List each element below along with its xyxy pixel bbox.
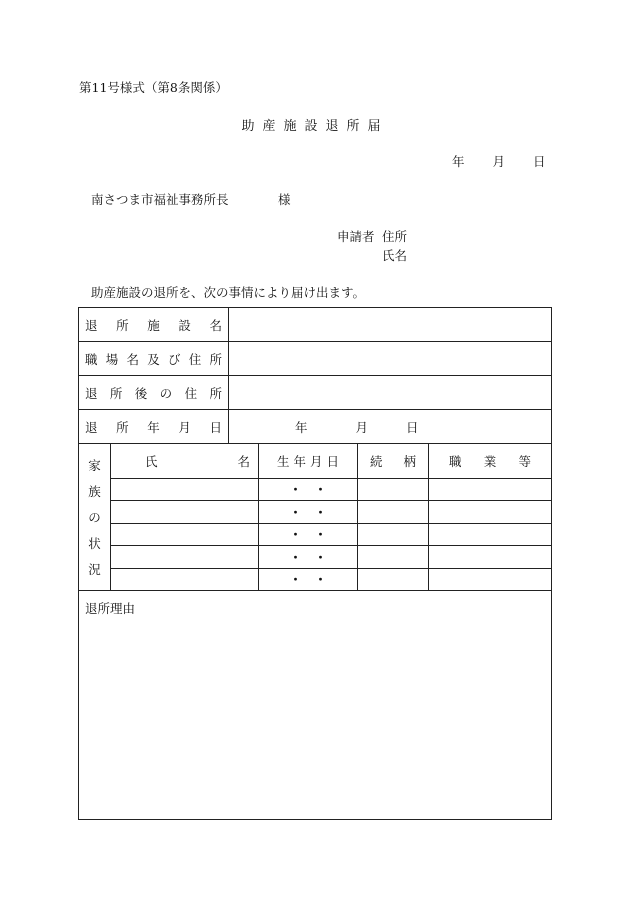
spread-label [145,452,250,470]
vertical-label [79,456,110,578]
label-char: 柄 [403,453,417,469]
intro-text: 助産施設の退所を、次の事情により届け出ます。 [91,285,366,300]
family-occupation-cell[interactable] [429,568,552,590]
label-char: 月 [178,419,191,435]
row-exit-date [79,410,552,444]
birthdate-dots: ・ ・ [289,504,327,520]
family-name-cell[interactable] [111,501,259,523]
label-char: 日 [209,419,223,435]
birthdate-dots: ・ ・ [289,549,327,565]
label-char: 退 [85,419,98,435]
spread-label [85,350,222,368]
spread-label [85,418,222,436]
applicant-label: 申請者 [337,229,375,244]
family-occupation-header [429,444,552,479]
exit-reason-field[interactable] [79,591,552,820]
label-char: 名 [209,317,223,333]
spread-label [85,384,222,402]
label-char: 退 [85,317,98,333]
exit-date-label [79,410,229,444]
applicant-name-label: 氏名 [382,248,408,263]
recipient-honorific: 様 [278,192,291,207]
label-char: の [159,385,173,401]
exit-date-field[interactable] [229,410,552,444]
label-char: の [88,510,101,525]
label-char: 名 [126,351,140,367]
family-name-cell[interactable] [111,568,259,590]
label-char: 住 [184,385,198,401]
facility-name-field[interactable] [229,308,552,342]
family-relation-cell[interactable] [358,523,429,545]
exit-month: 月 [355,419,369,435]
label-char: 所 [116,419,129,435]
date-year: 年 [452,154,465,169]
exit-reason-label: 退所理由 [85,601,136,616]
spread-label [85,316,222,334]
label-char: 日 [326,453,339,469]
birthdate-dots: ・ ・ [289,572,327,588]
family-relation-cell[interactable] [358,546,429,568]
family-row [79,478,552,500]
post-exit-address-label [79,376,229,410]
label-char: 年 [293,453,307,469]
family-row [79,523,552,545]
family-birthdate-cell[interactable] [259,546,358,568]
label-char: 名 [237,453,251,469]
post-exit-address-field[interactable] [229,376,552,410]
label-char: 所 [109,385,123,401]
family-birthdate-header [259,444,358,479]
label-char: 所 [116,317,129,333]
label-char: 家 [88,458,101,473]
family-row [79,501,552,523]
label-char: 所 [209,351,223,367]
label-char: 続 [370,453,383,469]
exit-day: 日 [406,419,419,435]
family-name-header [111,444,259,479]
facility-name-label [79,308,229,342]
birthdate-dots: ・ ・ [289,527,327,543]
form-table [78,307,552,820]
label-char: 生 [277,453,290,469]
submission-date [452,156,546,169]
workplace-label [79,342,229,376]
label-char: 退 [85,385,98,401]
family-birthdate-cell[interactable] [259,523,358,545]
family-row [79,546,552,568]
label-char: 月 [309,453,323,469]
row-facility [79,308,552,342]
label-char: 族 [88,484,101,499]
label-char: 年 [147,419,160,435]
family-birthdate-cell[interactable] [259,501,358,523]
spread-label [449,452,531,470]
birthdate-dots: ・ ・ [289,482,327,498]
spread-label [370,452,416,470]
family-occupation-cell[interactable] [429,546,552,568]
family-occupation-cell[interactable] [429,478,552,500]
label-char: 職 [449,453,462,469]
label-char: 所 [209,385,222,401]
family-relation-cell[interactable] [358,501,429,523]
label-char: び [168,351,181,367]
date-month: 月 [492,154,506,169]
spread-label [277,452,339,470]
label-char: 設 [178,317,191,333]
family-name-cell[interactable] [111,523,259,545]
applicant-address-label: 住所 [382,229,408,244]
family-birthdate-cell[interactable] [259,568,358,590]
family-relation-cell[interactable] [358,478,429,500]
document-title: 助産施設退所届 [241,119,389,134]
recipient: 南さつま市福祉事務所長 [91,192,229,207]
family-row [79,568,552,590]
label-char: 場 [105,351,119,367]
label-char: 職 [85,351,98,367]
form-number: 第11号様式（第8条関係） [79,80,228,95]
row-workplace [79,342,552,376]
family-occupation-cell[interactable] [429,501,552,523]
family-status-label [79,444,111,591]
label-char: 氏 [145,453,158,469]
family-occupation-cell[interactable] [429,523,552,545]
exit-year: 年 [295,419,308,435]
row-post-address [79,376,552,410]
workplace-field[interactable] [229,342,552,376]
label-char: 住 [188,351,202,367]
date-day: 日 [533,154,546,169]
label-char: 及 [147,351,160,367]
family-name-cell[interactable] [111,478,259,500]
label-char: 業 [483,453,497,469]
family-relation-header [358,444,429,479]
label-char: 状 [88,536,101,551]
family-relation-cell[interactable] [358,568,429,590]
family-header-row [79,444,552,479]
label-char: 況 [88,562,101,577]
label-char: 等 [518,453,531,469]
family-name-cell[interactable] [111,546,259,568]
label-char: 後 [134,385,148,401]
family-birthdate-cell[interactable] [259,478,358,500]
label-char: 施 [147,317,160,333]
reason-row [79,591,552,820]
